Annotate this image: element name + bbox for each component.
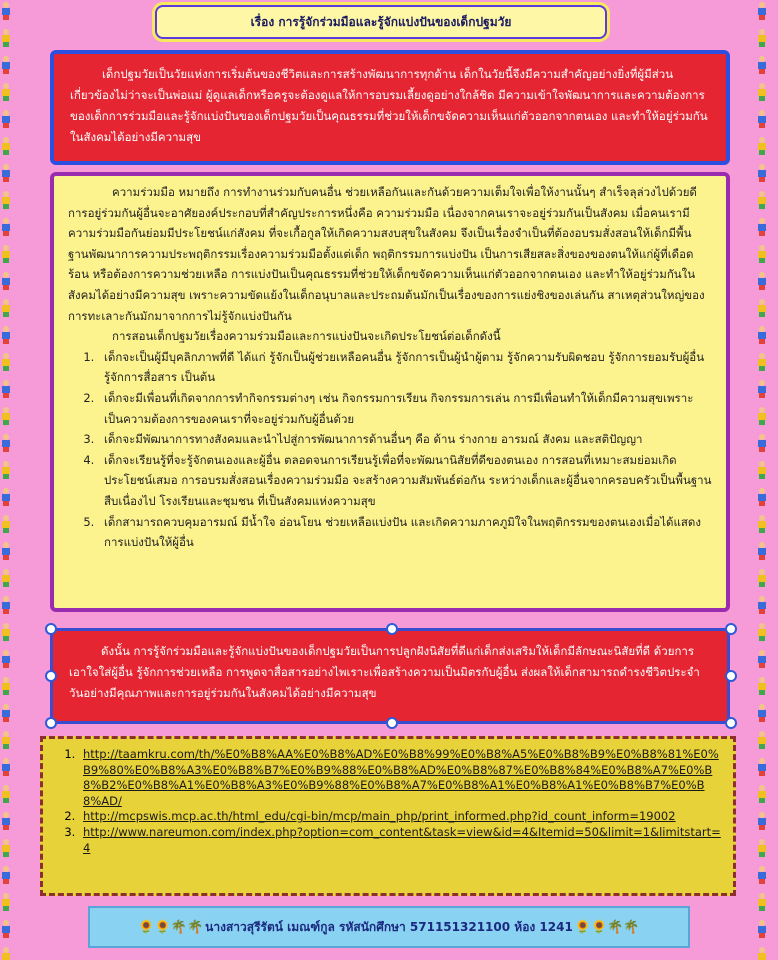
kid-icon <box>757 218 767 236</box>
reference-item <box>79 809 721 825</box>
kid-icon <box>757 866 767 884</box>
body-box <box>50 172 730 612</box>
conclusion-text: ดังนั้น การรู้จักร่วมมือและรู้จักแบ่งปันของเด็กปฐมวัยเป็นการปลูกฝังนิสัยที่ดีแก่เด็กส่งเสริมให้เด็กมีลักษณะนิสัยที่ดี ด้วยการเอาใจใส่ผู้อื่น รู้จักการช่วยเหลือ การพูดจาสื่อสารอย่างไพเราะเพื่อสร้างความเป็นมิตรกับผู้อื่น ส่งผลให้เด็กสามารถดำรงชีวิตประจำวันอย่างมีคุณภาพและการอยู่ร่วมกันในสังคมได้อย่างมีความสุข <box>69 644 700 700</box>
kid-icon <box>1 866 11 884</box>
kid-icon <box>757 191 767 209</box>
resize-handle[interactable] <box>725 717 737 729</box>
flower-palm-icon: 🌻🌻🌴🌴 <box>574 919 640 935</box>
list-item: 4. เด็กจะเรียนรู้ที่จะรู้จักตนเองและผู้อื่น ตลอดจนการเรียนรู้เพื่อที่จะพัฒนานิสัยที่ดีของตนเอง การสอนที่เหมาะสมย่อมเกิดประโยชน์เสมอ การอบรมสั่งสอนเรื่องความร่วมมือ จะสร้างความสัมพันธ์ต่อกัน ระหว่างเด็กและผู้อื่นจากครอบครัวเป็นพื้นฐาน สืบเนื่องไป โรงเรียนและชุมชน ที่เป็นสังคมแห่งความสุข <box>98 450 712 512</box>
resize-handle[interactable] <box>45 717 57 729</box>
flower-palm-icon: 🌻🌻🌴🌴 <box>138 919 204 935</box>
body-paragraph: ความร่วมมือ หมายถึง การทำงานร่วมกับคนอื่น ช่วยเหลือกันและกันด้วยความเต็มใจเพื่อให้งานนั้นๆ สำเร็จลุล่วงไปด้วยดี การอยู่ร่วมกันผู้อื่นจะอาศัยองค์ประกอบที่สำคัญประการหนึ่งคือ ความร่วมมือ เนื่องจากคนเราจะอยู่ร่วมกันเป็นสังคม เมื่อคนเรามีความร่วมมือกันย่อมมีประโยชน์แก่สังคม ที่จะเกื้อกูลให้เกิดความสงบสุขในสังคม จึงเป็นเรื่องจำเป็นที่ต้องอบรมสั่งสอนให้เด็กมีพื้นฐานพัฒนาการความประพฤติกรรมเรื่องความร่วมมือตั้งแต่เด็ก พฤติกรรมการแบ่งปัน เป็นการเสียสละสิ่งของของตนให้แก่ผู้ที่เดือดร้อน หรือต้องการความช่วยเหลือ การแบ่งปันเป็นคุณธรรมที่ช่วยให้เด็กขจัดความเห็นแก่ตัวออกจากตนเอง และทำให้อยู่ร่วมกันในสังคมได้อย่างมีความสุข เพราะความขัดแย้งในเด็กอนุบาลและประถมต้นมักเป็นเรื่องของการแย่งชิงของเล่นกัน สาเหตุส่วนใหญ่ของการทะเลาะกันมักมาจากการไม่รู้จักแบ่งปันกัน <box>68 185 705 323</box>
resize-handle[interactable] <box>45 670 57 682</box>
kid-icon <box>1 515 11 533</box>
left-border-pattern <box>0 0 22 960</box>
kid-icon <box>757 380 767 398</box>
kid-icon <box>1 245 11 263</box>
kid-icon <box>1 650 11 668</box>
kid-icon <box>757 542 767 560</box>
kid-icon <box>757 947 767 960</box>
reference-item <box>79 747 721 809</box>
kid-icon <box>1 83 11 101</box>
reference-box <box>40 736 736 896</box>
kid-icon <box>1 29 11 47</box>
kid-icon <box>1 623 11 641</box>
list-item: 2. เด็กจะมีเพื่อนที่เกิดจากการทำกิจกรรมต่างๆ เช่น กิจกรรมการเรียน กิจกรรมการเล่น การมีเพื่อนทำให้เด็กมีความสุขเพราะเป็นความต้องการของคนเราที่จะอยู่ร่วมกับผู้อื่นด้วย <box>98 388 712 429</box>
kid-icon <box>1 704 11 722</box>
kid-icon <box>757 56 767 74</box>
kid-icon <box>1 380 11 398</box>
kid-icon <box>1 2 11 20</box>
kid-icon <box>757 677 767 695</box>
kid-icon <box>757 2 767 20</box>
kid-icon <box>757 623 767 641</box>
reference-list <box>55 747 721 856</box>
kid-icon <box>757 488 767 506</box>
kid-icon <box>757 407 767 425</box>
kid-icon <box>757 569 767 587</box>
right-border-pattern <box>756 0 778 960</box>
kid-icon <box>1 326 11 344</box>
resize-handle[interactable] <box>725 623 737 635</box>
kid-icon <box>1 299 11 317</box>
kid-icon <box>757 326 767 344</box>
kid-icon <box>757 731 767 749</box>
kid-icon <box>1 947 11 960</box>
kid-icon <box>1 596 11 614</box>
reference-link[interactable]: http://www.nareumon.com/index.php?option=com_content&task=view&id=4&Itemid=50&limit=1&limitstart=4 <box>83 824 721 855</box>
kid-icon <box>757 920 767 938</box>
author-footer <box>88 906 690 948</box>
kid-icon <box>1 569 11 587</box>
kid-icon <box>757 893 767 911</box>
kid-icon <box>757 515 767 533</box>
intro-text: เด็กปฐมวัยเป็นวัยแห่งการเริ่มต้นของชีวิตและการสร้างพัฒนาการทุกด้าน เด็กในวัยนี้จึงมีความสำคัญอย่างยิ่งที่ผู้มีส่วนเกี่ยวข้องไม่ว่าจะเป็นพ่อแม่ ผู้ดูแลเด็กหรือครูจะต้องดูแลให้การอบรมเลี้ยงดูอย่างใกล้ชิด มีความเข้าใจพัฒนาการและความต้องการของเด็กการร่วมมือและรู้จักแบ่งปันของเด็กปฐมวัยเป็นคุณธรรมที่ช่วยให้เด็กขจัดความเห็นแก่ตัวออกจากตนเอง และทำให้อยู่ร่วมกันในสังคมได้อย่างมีความสุข <box>70 67 708 144</box>
kid-icon <box>1 110 11 128</box>
kid-icon <box>757 110 767 128</box>
kid-icon <box>1 137 11 155</box>
kid-icon <box>757 839 767 857</box>
intro-box <box>50 50 730 165</box>
reference-link[interactable]: http://mcpswis.mcp.ac.th/html_edu/cgi-bin/mcp/main_php/print_informed.php?id_count_inform=19002 <box>83 809 676 824</box>
kid-icon <box>757 353 767 371</box>
reference-item <box>79 825 721 856</box>
kid-icon <box>757 596 767 614</box>
author-text: นางสาวสุรีรัตน์ เมณฑ์กูล รหัสนักศึกษา 571151321100 ห้อง 1241 <box>205 919 573 934</box>
kid-icon <box>757 83 767 101</box>
resize-handle[interactable] <box>725 670 737 682</box>
kid-icon <box>757 812 767 830</box>
kid-icon <box>1 461 11 479</box>
conclusion-box[interactable] <box>50 628 730 724</box>
kid-icon <box>1 407 11 425</box>
list-item: 1. เด็กจะเป็นผู้มีบุคลิกภาพที่ดี ได้แก่ รู้จักเป็นผู้ช่วยเหลือคนอื่น รู้จักการเป็นผู้นำผู้ตาม รู้จักความรับผิดชอบ รู้จักการยอมรับผู้อื่น รู้จักการสื่อสาร เป็นต้น <box>98 347 712 388</box>
kid-icon <box>1 893 11 911</box>
title-text: เรื่อง การรู้จักร่วมมือและรู้จักแบ่งปันของเด็กปฐมวัย <box>250 14 512 29</box>
kid-icon <box>1 812 11 830</box>
kid-icon <box>1 272 11 290</box>
resize-handle[interactable] <box>45 623 57 635</box>
kid-icon <box>1 731 11 749</box>
kid-icon <box>757 434 767 452</box>
kid-icon <box>757 758 767 776</box>
list-item: 3. เด็กจะมีพัฒนาการทางสังคมและนำไปสู่การพัฒนาการด้านอื่นๆ คือ ด้าน ร่างกาย อารมณ์ สังคม และสติปัญญา <box>98 429 712 450</box>
kid-icon <box>1 920 11 938</box>
kid-icon <box>1 191 11 209</box>
reference-link[interactable]: http://taamkru.com/th/%E0%B8%AA%E0%B8%AD%E0%B8%99%E0%B8%A5%E0%B8%B9%E0%B8%81%E0%B9%80%E0%B8%A3%E0%B8%B7%E0%B9%88%E0%B8%AD%E0%B8%87%E0%B8%84%E0%B8%A7%E0%B8%B2%E0%B8%A1%E0%B8%A3%E0%B9%88%E0%B8%A7%E0%B8%A1%E0%B8%A1%E0%B8%B7%E0%B8%AD/ <box>83 747 719 808</box>
list-item: 5. เด็กสามารถควบคุมอารมณ์ มีน้ำใจ อ่อนโยน ช่วยเหลือแบ่งปัน และเกิดความภาคภูมิใจในพฤติกรรมของตนเองเมื่อได้แสดงการแบ่งปันให้ผู้อื่น <box>98 512 712 553</box>
kid-icon <box>757 29 767 47</box>
kid-icon <box>1 839 11 857</box>
body-subheading: การสอนเด็กปฐมวัยเรื่องความร่วมมือและการแบ่งปันจะเกิดประโยชน์ต่อเด็กดังนี้ <box>112 329 501 344</box>
kid-icon <box>757 164 767 182</box>
kid-icon <box>757 650 767 668</box>
kid-icon <box>1 758 11 776</box>
kid-icon <box>757 704 767 722</box>
kid-icon <box>1 785 11 803</box>
kid-icon <box>757 461 767 479</box>
kid-icon <box>1 488 11 506</box>
kid-icon <box>1 218 11 236</box>
kid-icon <box>757 245 767 263</box>
kid-icon <box>1 164 11 182</box>
kid-icon <box>1 353 11 371</box>
kid-icon <box>1 542 11 560</box>
benefit-list <box>68 347 712 553</box>
kid-icon <box>757 299 767 317</box>
kid-icon <box>757 272 767 290</box>
kid-icon <box>1 677 11 695</box>
kid-icon <box>757 137 767 155</box>
page-title <box>155 5 607 39</box>
kid-icon <box>757 785 767 803</box>
resize-handle[interactable] <box>386 717 398 729</box>
kid-icon <box>1 434 11 452</box>
resize-handle[interactable] <box>386 623 398 635</box>
kid-icon <box>1 56 11 74</box>
